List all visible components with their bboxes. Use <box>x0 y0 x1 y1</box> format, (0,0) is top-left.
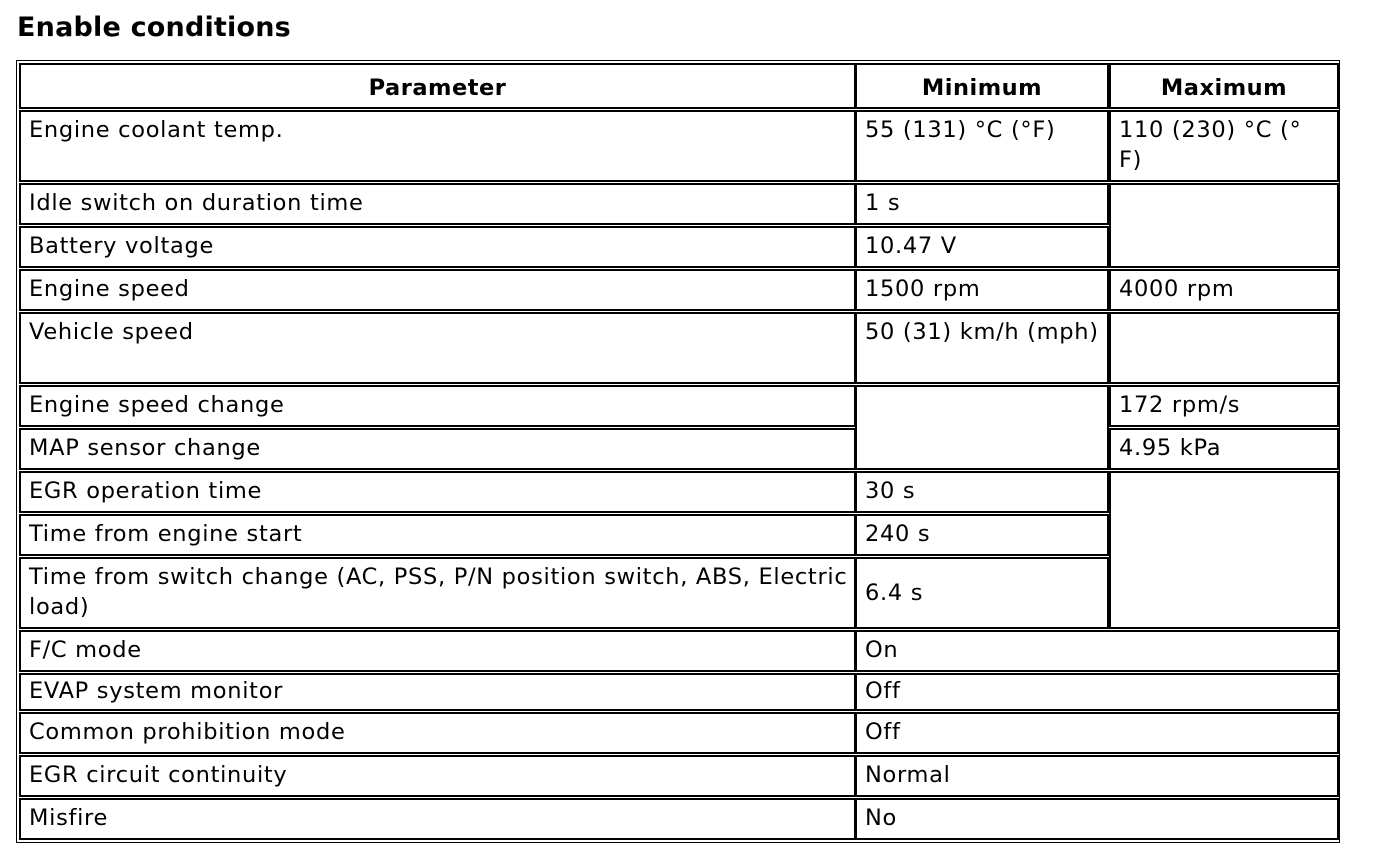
empty-minimum-cell <box>855 385 1109 470</box>
table-row-maximum: 4000 rpm <box>1109 269 1339 311</box>
table-row-parameter: EVAP system monitor <box>19 673 856 711</box>
table-row-parameter: MAP sensor change <box>19 428 856 470</box>
table-row-minimum: 30 s <box>855 471 1109 513</box>
table-row-parameter: EGR circuit continuity <box>19 755 856 797</box>
table-row-parameter: Engine speed <box>19 269 856 311</box>
table-row-parameter: EGR operation time <box>19 471 856 513</box>
table-row-parameter: Engine coolant temp. <box>19 110 856 182</box>
table-row-parameter: Idle switch on duration time <box>19 183 856 225</box>
table-row-value: No <box>855 798 1339 840</box>
table-row-parameter: Vehicle speed <box>19 312 856 384</box>
table-row-minimum: 55 (131) °C (°F) <box>855 110 1109 182</box>
table-row-parameter: Time from engine start <box>19 514 856 556</box>
table-row-minimum: 240 s <box>855 514 1109 556</box>
table-row-parameter: F/C mode <box>19 630 856 672</box>
table-row-parameter: Engine speed change <box>19 385 856 427</box>
empty-maximum-cell <box>1109 183 1339 268</box>
header-minimum: Minimum <box>855 63 1109 109</box>
table-row-value: On <box>855 630 1339 672</box>
table-row-minimum: 50 (31) km/h (mph) <box>855 312 1109 384</box>
table-row-parameter: Common prohibition mode <box>19 712 856 754</box>
enable-conditions-table <box>16 60 1340 843</box>
empty-maximum-cell <box>1109 312 1339 384</box>
table-row-minimum: 1 s <box>855 183 1109 225</box>
table-row-parameter: Battery voltage <box>19 226 856 268</box>
header-maximum: Maximum <box>1109 63 1339 109</box>
table-row-minimum: 1500 rpm <box>855 269 1109 311</box>
table-row-parameter: Misfire <box>19 798 856 840</box>
table-row-value: Normal <box>855 755 1339 797</box>
table-row-value: Off <box>855 673 1339 711</box>
table-row-minimum: 6.4 s <box>855 557 1109 629</box>
table-row-maximum: 110 (230) °C (° F) <box>1109 110 1339 182</box>
table-row-maximum: 4.95 kPa <box>1109 428 1339 470</box>
table-row-parameter: Time from switch change (AC, PSS, P/N position switch, ABS, Electric load) <box>19 557 856 629</box>
page-title: Enable conditions <box>17 12 291 43</box>
empty-maximum-cell <box>1109 471 1339 629</box>
table-row-minimum: 10.47 V <box>855 226 1109 268</box>
header-parameter: Parameter <box>19 63 856 109</box>
table-row-value: Off <box>855 712 1339 754</box>
table-row-maximum: 172 rpm/s <box>1109 385 1339 427</box>
